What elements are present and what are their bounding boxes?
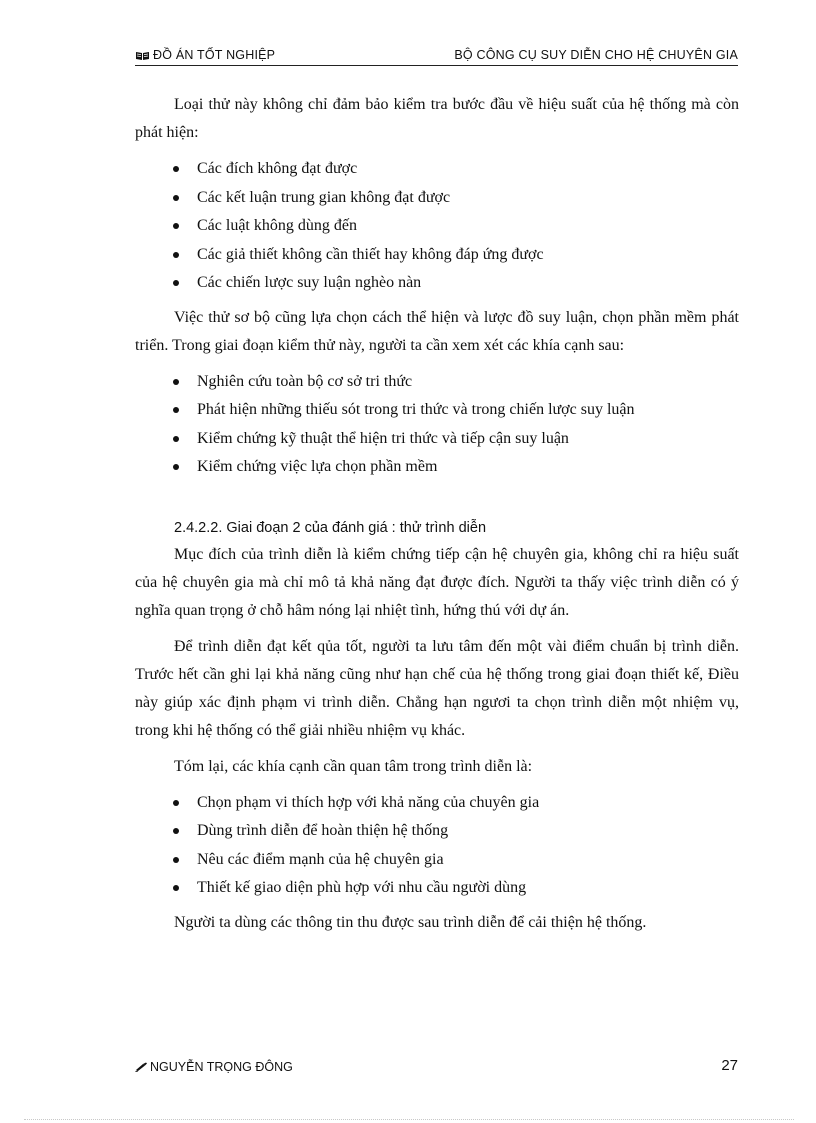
list-test-aspects xyxy=(135,368,739,482)
list-item xyxy=(135,789,739,818)
list-item xyxy=(135,453,739,482)
list-item-text: Các chiến lược suy luận nghèo nàn xyxy=(197,274,422,291)
paragraph-closing: Người ta dùng các thông tin thu được sau trình diễn để cải thiện hệ thống. xyxy=(174,913,647,931)
list-item-text: Kiểm chứng việc lựa chọn phần mềm xyxy=(197,458,438,475)
list-item xyxy=(135,396,739,425)
paragraph-demo-purpose: Mục đích của trình diễn là kiểm chứng tiếp cận hệ chuyên gia, không chỉ ra hiệu suất của hệ chuyên gia mà chỉ mô tả khả năng đạt được đích. Người ta thấy việc trình diễn có ý nghĩa quan trọng ở chỗ hâm nóng lại nhiệt tình, hứng thú với dự án. xyxy=(135,545,739,619)
list-item-text: Dùng trình diễn để hoàn thiện hệ thống xyxy=(197,822,449,839)
list-item-text: Các đích không đạt được xyxy=(197,160,358,177)
list-item xyxy=(135,155,739,184)
list-item-text: Kiểm chứng kỹ thuật thể hiện tri thức và tiếp cận suy luận xyxy=(197,429,569,447)
list-item-text: Chọn phạm vi thích hợp với khả năng của chuyên gia xyxy=(197,793,540,811)
list-item-text: Phát hiện những thiếu sót trong tri thức và trong chiến lược suy luận xyxy=(197,401,635,418)
list-item xyxy=(135,425,739,454)
list-item-text: Các giả thiết không cần thiết hay không đáp ứng được xyxy=(197,245,544,263)
paragraph-intro: Loại thử này không chỉ đảm bảo kiểm tra bước đầu về hiệu suất của hệ thống mà còn phát hiện: xyxy=(135,96,739,141)
list-item xyxy=(135,874,739,903)
header-left-title: ĐỒ ÁN TỐT NGHIỆP xyxy=(153,48,276,62)
list-item-text: Các kết luận trung gian không đạt được xyxy=(197,188,451,206)
page-footer xyxy=(135,1056,738,1078)
open-book-icon xyxy=(135,50,150,61)
paragraph-preliminary-test: Việc thử sơ bộ cũng lựa chọn cách thể hiện và lược đồ suy luận, chọn phần mềm phát triển. Trong giai đoạn kiểm thử này, người ta cần xem xét các khía cạnh sau: xyxy=(135,308,739,354)
bullet-icon xyxy=(173,166,179,172)
list-demo-aspects xyxy=(135,789,739,903)
bullet-icon xyxy=(173,436,179,442)
list-item xyxy=(135,212,739,241)
header-right-title: BỘ CÔNG CỤ SUY DIỄN CHO HỆ CHUYÊN GIA xyxy=(454,48,738,62)
page-header xyxy=(135,47,738,66)
bullet-icon xyxy=(173,379,179,385)
paragraph-summary: Tóm lại, các khía cạnh cần quan tâm trong trình diễn là: xyxy=(174,757,533,775)
section-heading: 2.4.2.2. Giai đoạn 2 của đánh giá : thử trình diễn xyxy=(174,519,487,536)
author-name: NGUYỄN TRỌNG ĐÔNG xyxy=(150,1060,293,1074)
footer-author xyxy=(135,1060,293,1074)
page-edge-divider xyxy=(24,1119,794,1120)
bullet-icon xyxy=(173,195,179,201)
list-item-text: Thiết kế giao diện phù hợp với nhu cầu người dùng xyxy=(197,879,527,896)
bullet-icon xyxy=(173,280,179,286)
bullet-icon xyxy=(173,800,179,806)
list-item-text: Nghiên cứu toàn bộ cơ sở tri thức xyxy=(197,372,413,390)
document-body xyxy=(135,91,739,937)
bullet-icon xyxy=(173,252,179,258)
list-item xyxy=(135,817,739,846)
bullet-icon xyxy=(173,885,179,891)
list-item xyxy=(135,241,739,270)
paragraph-demo-preparation: Để trình diễn đạt kết qủa tốt, người ta lưu tâm đến một vài điểm chuẩn bị trình diễn. Trước hết cần ghi lại khả năng cũng như hạn chế của hệ thống trong giai đoạn thiết kế, Điều này giúp xác định phạm vi trình diễn. Chẳng hạn ngươi ta chọn trình diễn một nhiệm vụ, trong khi hệ thống có thể giải nhiều nhiệm vụ khác. xyxy=(135,637,739,739)
page-number: 27 xyxy=(721,1057,738,1074)
bullet-icon xyxy=(173,223,179,229)
list-item xyxy=(135,368,739,397)
list-item xyxy=(135,184,739,213)
list-item-text: Nêu các điểm mạnh của hệ chuyên gia xyxy=(197,850,444,868)
header-left xyxy=(135,48,275,62)
writing-hand-icon xyxy=(135,1062,148,1072)
list-item xyxy=(135,269,739,298)
bullet-icon xyxy=(173,407,179,413)
list-item xyxy=(135,846,739,875)
bullet-icon xyxy=(173,857,179,863)
bullet-icon xyxy=(173,828,179,834)
bullet-icon xyxy=(173,464,179,470)
list-item-text: Các luật không dùng đến xyxy=(197,217,357,234)
list-detection-items xyxy=(135,155,739,298)
